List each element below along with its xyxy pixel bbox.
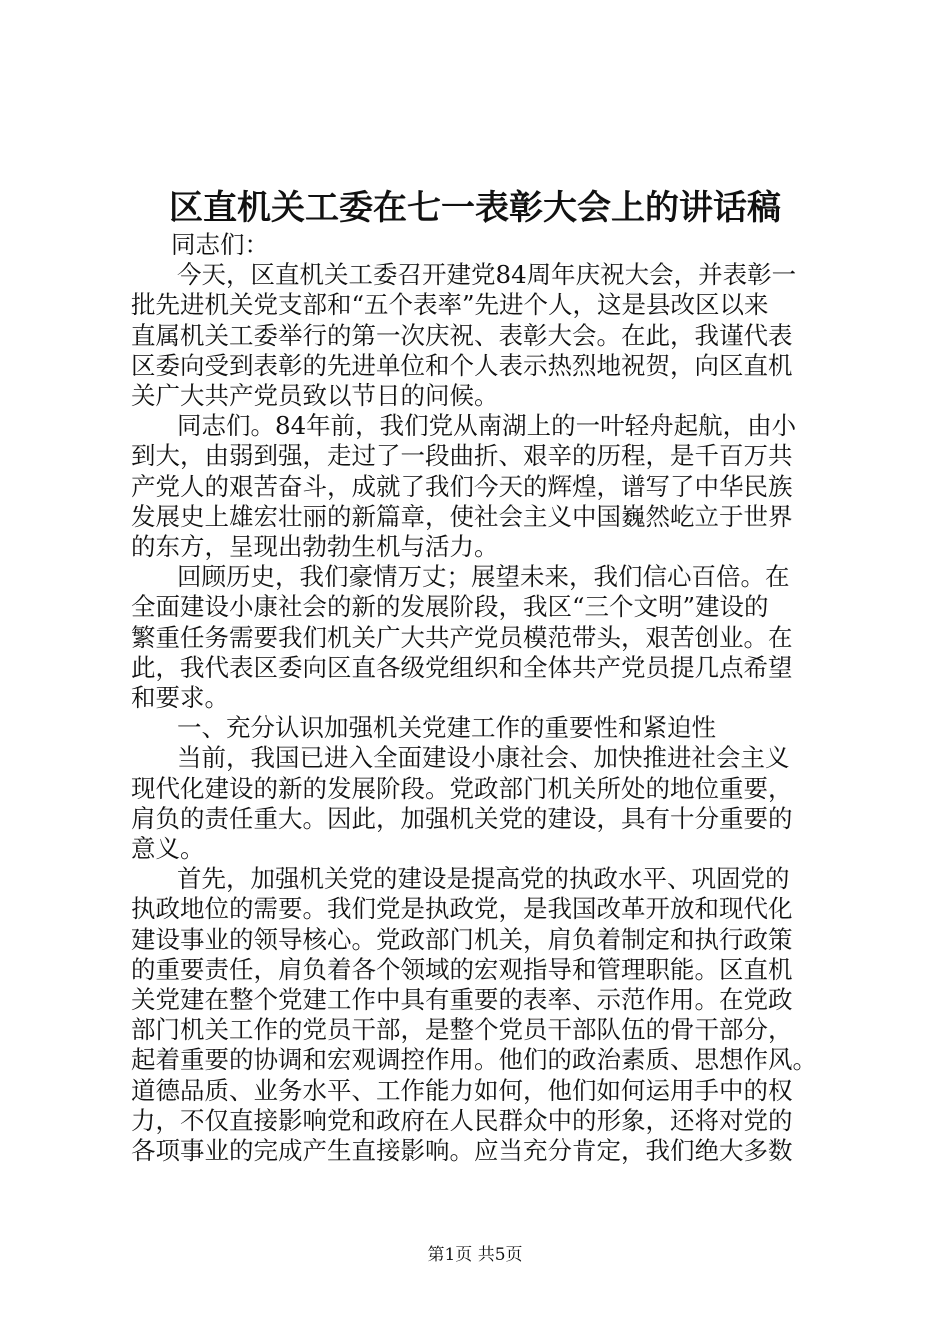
paragraph-line: 当前，我国已进入全面建设小康社会、加快推进社会主义 [177, 743, 790, 773]
paragraph-line: 关党建在整个党建工作中具有重要的表率、示范作用。在党政 [131, 985, 793, 1015]
paragraph-line: 部门机关工作的党员干部，是整个党员干部队伍的骨干部分， [131, 1015, 793, 1045]
paragraph-line: 各项事业的完成产生直接影响。应当充分肯定，我们绝大多数 [131, 1136, 793, 1166]
paragraph-5 [131, 864, 831, 1166]
paragraph-line: 的东方，呈现出勃勃生机与活力。 [131, 532, 499, 562]
paragraph-line: 繁重任务需要我们机关广大共产党员模范带头，艰苦创业。在 [131, 622, 793, 652]
paragraph-line: 发展史上雄宏壮丽的新篇章，使社会主义中国巍然屹立于世界 [131, 501, 793, 531]
document-title: 区直机关工委在七一表彰大会上的讲话稿 [169, 188, 781, 228]
paragraph-2 [131, 411, 831, 562]
paragraph-line: 到大，由弱到强，走过了一段曲折、艰辛的历程，是千百万共 [131, 441, 793, 471]
paragraph-line: 回顾历史，我们豪情万丈；展望未来，我们信心百倍。在 [177, 562, 790, 592]
paragraph-line: 起着重要的协调和宏观调控作用。他们的政治素质、思想作风。 [131, 1045, 817, 1075]
paragraph-line: 直属机关工委举行的第一次庆祝、表彰大会。在此，我谨代表 [131, 320, 793, 350]
salutation-text: 同志们： [171, 230, 269, 259]
paragraph-line: 首先，加强机关党的建设是提高党的执政水平、巩固党的 [177, 864, 790, 894]
paragraph-line: 关广大共产党员致以节日的问候。 [131, 381, 499, 411]
paragraph-line: 今天，区直机关工委召开建党84周年庆祝大会，并表彰一 [177, 260, 797, 290]
paragraph-line: 力，不仅直接影响党和政府在人民群众中的形象，还将对党的 [131, 1105, 793, 1135]
paragraph-line: 建设事业的领导核心。党政部门机关，肩负着制定和执行政策 [131, 924, 793, 954]
section-heading-1 [131, 713, 831, 743]
paragraph-line: 产党人的艰苦奋斗，成就了我们今天的辉煌，谱写了中华民族 [131, 471, 793, 501]
paragraph-line: 执政地位的需要。我们党是执政党，是我国改革开放和现代化 [131, 894, 793, 924]
paragraph-line: 批先进机关党支部和“五个表率”先进个人，这是县改区以来 [131, 290, 769, 320]
paragraph-line: 和要求。 [131, 683, 229, 713]
paragraph-line: 同志们。84年前，我们党从南湖上的一叶轻舟起航，由小 [177, 411, 797, 441]
page-footer: 第1页 共5页 [427, 1245, 523, 1265]
section-heading-text: 一、充分认识加强机关党建工作的重要性和紧迫性 [177, 713, 716, 743]
paragraph-line: 意义。 [131, 834, 205, 864]
paragraph-line: 的重要责任，肩负着各个领域的宏观指导和管理职能。区直机 [131, 954, 793, 984]
paragraph-4 [131, 743, 831, 864]
paragraph-line: 区委向受到表彰的先进单位和个人表示热烈地祝贺，向区直机 [131, 350, 793, 380]
salutation [131, 230, 831, 260]
document-body [131, 230, 831, 1166]
paragraph-line: 现代化建设的新的发展阶段。党政部门机关所处的地位重要， [131, 773, 793, 803]
paragraph-3 [131, 562, 831, 713]
paragraph-line: 此，我代表区委向区直各级党组织和全体共产党员提几点希望 [131, 652, 793, 682]
paragraph-1 [131, 260, 831, 411]
paragraph-line: 肩负的责任重大。因此，加强机关党的建设，具有十分重要的 [131, 803, 793, 833]
paragraph-line: 道德品质、业务水平、工作能力如何，他们如何运用手中的权 [131, 1075, 793, 1105]
paragraph-line: 全面建设小康社会的新的发展阶段，我区“三个文明”建设的 [131, 592, 769, 622]
